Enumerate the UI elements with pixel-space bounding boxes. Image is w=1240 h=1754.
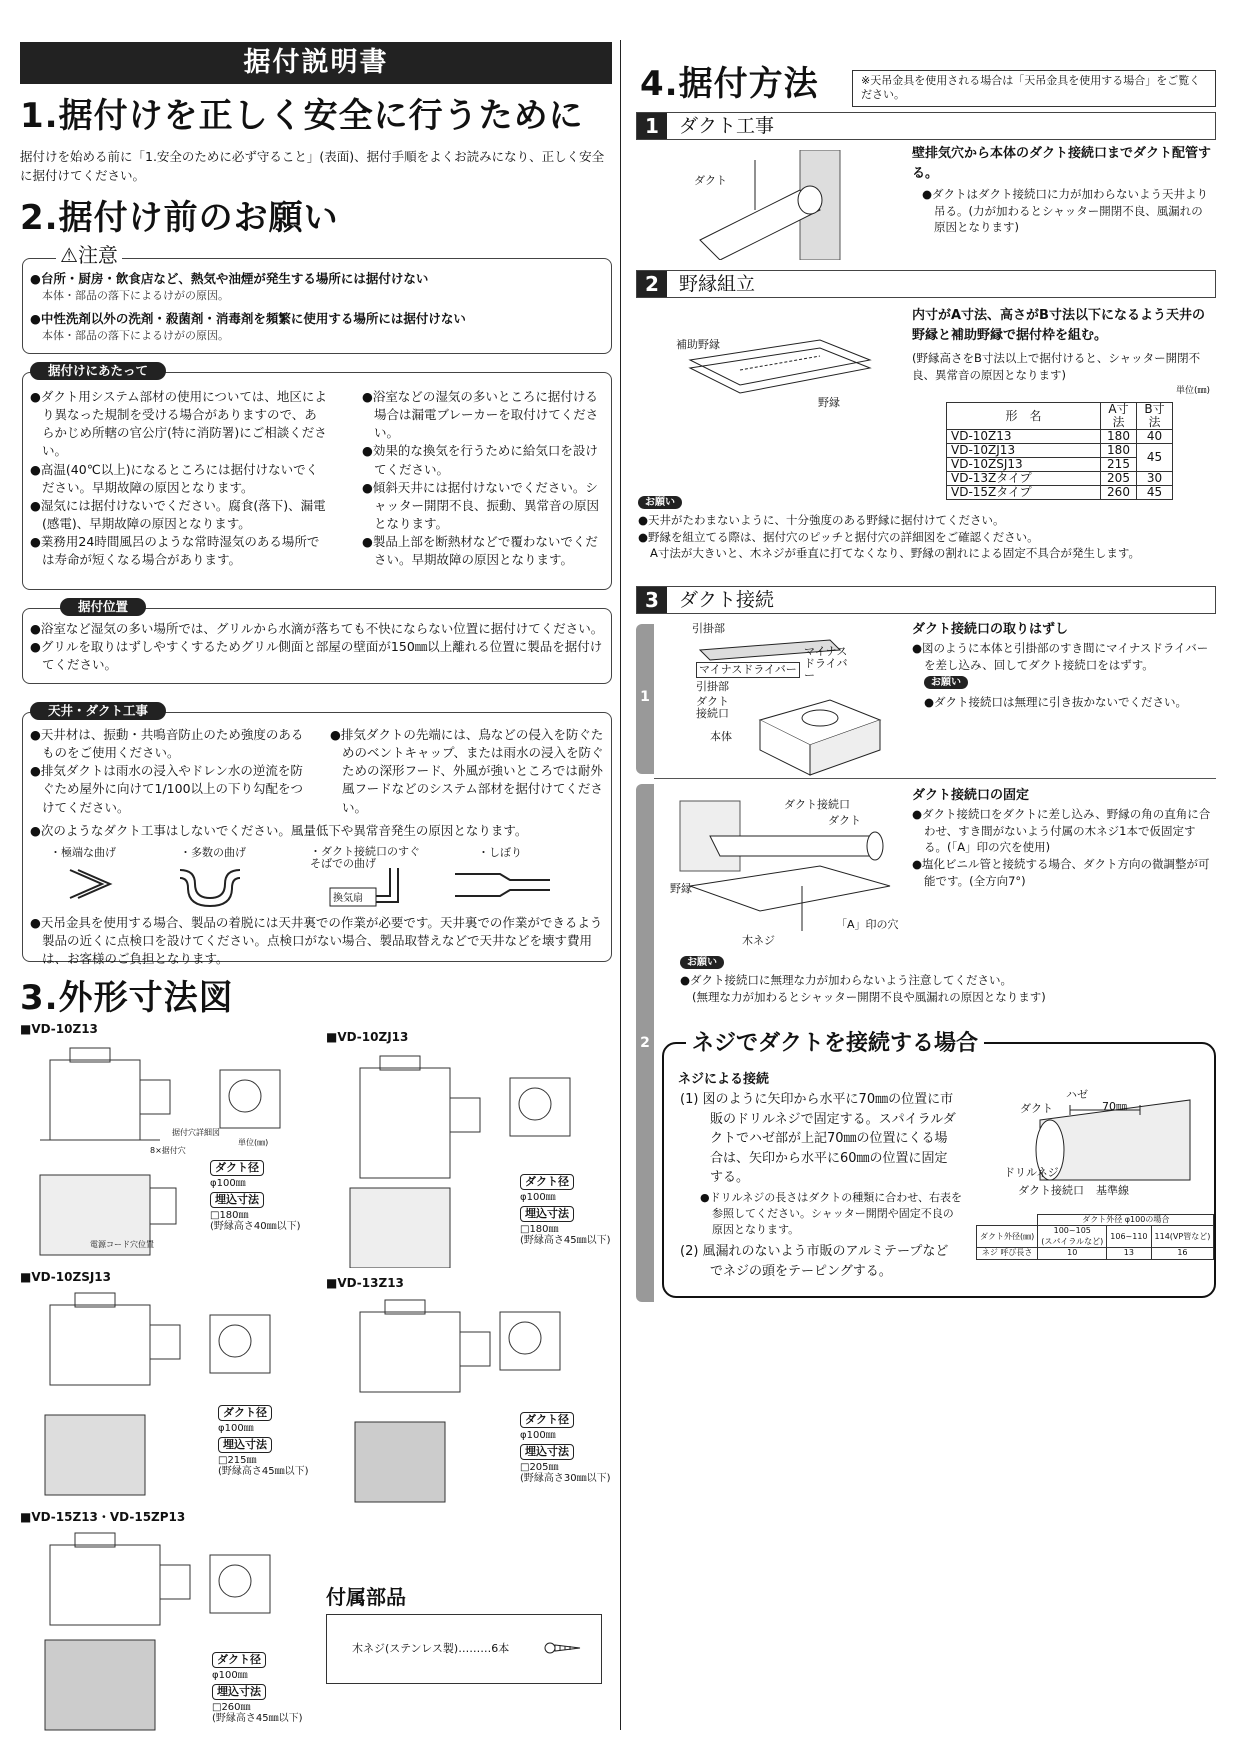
list-item: ●図のように本体と引掛部のすき間にマイナスドライバーを差し込み、回してダクト接続口をはずす。 [912, 641, 1209, 672]
caution-label: 注意 [77, 243, 118, 267]
screw-subhead: ネジによる接続 [678, 1072, 770, 1087]
table-header: B寸法 [1137, 403, 1173, 430]
fig-label: 補助野縁 [676, 338, 720, 351]
table-header-text: ダクト外径 [1082, 1215, 1123, 1224]
step1-list [912, 640, 1216, 673]
table-cell: 180 [1101, 444, 1137, 458]
screw-step1: (1) 図のように矢印から水平に70㎜の位置に市販のドリルネジで固定する。スパイラルダクトでハゼ部が上記70㎜の位置にくる場合は、矢印から水平に60㎜の位置に固定する。 [680, 1092, 956, 1185]
fig-label: 70㎜ [1102, 1100, 1127, 1113]
screw-length-table [976, 1214, 1214, 1260]
kanki-label: 換気扇 [333, 893, 363, 904]
duct-label: ダクト径 [218, 1405, 272, 1421]
list-item: ●ダクト接続口は無理に引き抜かないでください。 [924, 695, 1188, 709]
section2-heading: 2.据付け前のお願い [20, 198, 339, 238]
section-title: ダクト接続 [679, 589, 775, 611]
table-header: 形 名 [947, 403, 1101, 430]
fig-label: マイナスドライバー [696, 662, 800, 678]
duct-label: ダクト径 [212, 1652, 266, 1668]
table-cell: VD-10Z13 [947, 430, 1101, 444]
section-number: 1 [637, 113, 667, 139]
holes-label: 8×据付穴 [150, 1146, 186, 1155]
list-item: ●塩化ビニル管と接続する場合、ダクト方向の微調整が可能です。(全方向7°) [912, 857, 1210, 888]
fig-label: ドリルネジ [1004, 1166, 1059, 1179]
tenjo-last [30, 914, 610, 968]
duct-value: φ100㎜ [218, 1423, 254, 1434]
fig-label: 野縁 [670, 882, 692, 895]
list-item: ●排気ダクトの先端には、鳥などの侵入を防ぐためのベントキャップ、または雨水の浸入を防ぐための深形フード、外風が強いところでは耐外風フードなどのシステム部材を据付けてください。 [330, 727, 604, 815]
list-item-text: 効果的な換気を行うために給気口を設けてください。 [372, 443, 598, 477]
section-number: 3 [637, 587, 667, 613]
list-item-text: 製品上部を断熱材などで覆わないでください。早期故障の原因となります。 [372, 534, 598, 568]
sec1-lead: 壁排気穴から本体のダクト接続口までダクト配管する。 [912, 146, 1212, 181]
ichi-label: 据付位置 [60, 598, 146, 616]
caution-item: ●中性洗剤以外の洗剤・殺菌剤・消毒剤を頻繁に使用する場所には据付けない [30, 311, 466, 327]
list-item-text: 天吊金具を使用する場合、製品の着脱には天井裏での作業が必要です。天井裏での作業ができるよう製品の近くに点検口を設けてください。点検口がない場合、製品取替えなどで天井などを壊す費用は、お客様のご負担となります。 [40, 915, 603, 967]
sec2-sub: (野縁高さをB寸法以上で据付けると、シャッター開閉不良、異常音の原因となります) [912, 351, 1201, 383]
table-header-row [947, 403, 1173, 430]
list-item-text: 天井材は、振動・共鳴音防止のため強度のあるものをご使用ください。 [40, 727, 304, 761]
caution-item-title: 中性洗剤以外の洗剤・殺菌剤・消毒剤を頻繁に使用する場所には据付けない [40, 311, 466, 327]
list-item-text: ダクト用システム部材の使用については、地区により異なった規制を受ける場合がありますので、あらかじめ所轄の官公庁(特に消防署)にご相談ください。 [40, 389, 327, 459]
table-cell: 16 [1151, 1248, 1214, 1259]
list-item-text: ダクトはダクト接続口に力が加わらないよう天井より吊る。(力が加わるとシャッター開閉不良、風漏れの原因となります) [932, 187, 1209, 235]
list-item-text: ダクト接続口に無理な力が加わらないよう注意してください。 [690, 973, 1013, 987]
tenzuri-note: ※天吊金具を使用される場合は「天吊金具を使用する場合」をご覧ください。 [852, 70, 1216, 107]
hole-label: 埋込寸法 [210, 1192, 264, 1208]
list-item: ●傾斜天井には据付けないでください。シャッター開閉不良、振動、異常音の原因となります。 [362, 479, 600, 531]
hole-value: □180㎜ (野縁高さ40㎜以下) [210, 1210, 301, 1232]
list-item-text: 傾斜天井には据付けないでください。シャッター開閉不良、振動、異常音の原因となります。 [372, 479, 600, 531]
hole-value: □180㎜ (野縁高さ45㎜以下) [520, 1224, 611, 1246]
fig-label: マイナスドライバー [804, 645, 848, 683]
duct-fig-label: ダクト [694, 174, 727, 187]
step-tab-2: 2 [636, 784, 654, 1302]
cord-label: 電源コード穴位置 [90, 1240, 154, 1249]
table-cell: 114(VP管など) [1151, 1226, 1214, 1248]
duct-value: φ100㎜ [212, 1670, 248, 1681]
list-item: ●浴室などの湿気の多いところに据付ける場合は漏電ブレーカーを取付けてください。 [362, 389, 599, 441]
section-bar-duct-connect [636, 586, 1216, 614]
table-cell: 40 [1137, 430, 1173, 444]
hole-label: 埋込寸法 [212, 1684, 266, 1700]
sec1-list [922, 186, 1214, 236]
wood-screw-icon [544, 1640, 584, 1656]
duct-value: φ100㎜ [210, 1178, 246, 1189]
table-cell: 45 [1137, 444, 1173, 472]
table-cell: 180 [1101, 430, 1137, 444]
table-row [947, 472, 1173, 486]
duct-value: φ100㎜ [520, 1192, 556, 1203]
atatte-label: 据付けにあたって [30, 362, 166, 380]
table-row [977, 1215, 1214, 1226]
table-row [947, 486, 1173, 500]
table-cell: 45 [1137, 486, 1173, 500]
list-item-text: 図のように本体と引掛部のすき間にマイナスドライバーを差し込み、回してダクト接続口をはずす。 [922, 641, 1209, 672]
step2-title: ダクト接続口の固定 [912, 788, 1030, 803]
list-item: ●浴室など湿気の多い場所では、グリルから水滴が落ちても不快にならない位置に据付けてください。 [30, 621, 604, 636]
list-item: ●ダクト用システム部材の使用については、地区により異なった規制を受ける場合がありますので、あらかじめ所轄の官公庁(特に消防署)にご相談ください。 [30, 389, 327, 459]
table-header: A寸法 [1101, 403, 1137, 430]
fig-label: ダクト [1020, 1102, 1053, 1115]
list-item-text: 排気ダクトは雨水の浸入やドレン水の逆流を防ぐため屋外に向けて1/100以上の下り勾配をつけてください。 [40, 763, 304, 815]
hole-label: 埋込寸法 [218, 1437, 272, 1453]
list-item: ●効果的な換気を行うために給気口を設けてください。 [362, 443, 598, 477]
hole-label: 埋込寸法 [520, 1206, 574, 1222]
list-item-text: 業務用24時間風呂のような常時湿気のある場所では寿命が短くなる場合があります。 [40, 534, 320, 568]
atatte-right-list [362, 388, 606, 569]
list-item: ●天井がたわまないように、十分強度のある野縁に据付けてください。 [638, 513, 1005, 527]
bad-label: ・極端な曲げ [50, 846, 116, 859]
list-item-text: 湿気には据付けないでください。腐食(落下)、漏電(感電)、早期故障の原因となります。 [40, 497, 326, 531]
list-item-text: (無理な力が加わるとシャッター開閉不良や風漏れの原因となります) [692, 989, 1046, 1004]
page-title: 据付説明書 [20, 42, 612, 84]
hole-label: 埋込寸法 [520, 1444, 574, 1460]
tenjo-right-list [330, 726, 608, 817]
list-item-text: ダクト接続口は無理に引き抜かないでください。 [934, 695, 1188, 709]
list-item-text: 浴室など湿気の多い場所では、グリルから水滴が落ちても不快にならない位置に据付けてください。 [40, 621, 604, 636]
screw-note [700, 1190, 962, 1238]
table-cell: 13 [1107, 1248, 1151, 1259]
list-item: ●業務用24時間風呂のような常時湿気のある場所では寿命が短くなる場合があります。 [30, 534, 320, 568]
hole-value: □205㎜ (野縁高さ30㎜以下) [520, 1462, 611, 1484]
hole-value: □260㎜ (野縁高さ45㎜以下) [212, 1702, 303, 1724]
list-item-text: グリルを取りはずしやすくするためグリル側面と部屋の壁面が150㎜以上離れる位置に製品を据付けてください。 [40, 639, 603, 673]
tenjo-label: 天井・ダクト工事 [30, 702, 166, 720]
step2-list [912, 806, 1216, 889]
list-item: ●ドリルネジの長さはダクトの種類に合わせ、右表を参照してください。シャッター開閉や固定不良の原因となります。 [700, 1191, 962, 1236]
section-bar-noubuchi [636, 270, 1216, 298]
section3-heading: 3.外形寸法図 [20, 978, 234, 1018]
section-title: 野縁組立 [679, 273, 756, 295]
list-item: ●製品上部を断熱材などで覆わないでください。早期故障の原因となります。 [362, 534, 598, 568]
accessories-heading: 付属部品 [326, 1585, 406, 1609]
duct-hanging-figure [680, 150, 860, 260]
list-item: ●グリルを取りはずしやすくするためグリル側面と部屋の壁面が150㎜以上離れる位置に製品を据付けてください。 [30, 639, 603, 673]
table-header-text: φ100の場合 [1124, 1215, 1170, 1224]
model-label: ■VD-10ZJ13 [326, 1030, 409, 1044]
table-row [947, 430, 1173, 444]
model-label: ■VD-10Z13 [20, 1022, 98, 1036]
fig-label: 引掛部 [696, 680, 729, 693]
model-label: ■VD-13Z13 [326, 1276, 404, 1290]
screw-connection-heading: ネジでダクトを接続する場合 [686, 1030, 984, 1059]
detail-label: 据付穴詳細図 [172, 1128, 220, 1137]
bad-label: ・多数の曲げ [180, 846, 246, 859]
list-item: ●野縁を組立てる際は、据付穴のピッチと据付穴の詳細図をご確認ください。 [638, 529, 1039, 544]
onegai-badge: お願い [924, 676, 968, 689]
list-item-text: 塩化ビニル管と接続する場合、ダクト方向の微調整が可能です。(全方向7°) [922, 857, 1210, 888]
list-item: ●ダクト接続口に無理な力が加わらないよう注意してください。 [680, 973, 1013, 987]
table-cell: VD-13Zタイプ [947, 472, 1101, 486]
unit-label: 単位(㎜) [1176, 386, 1211, 396]
table-cell: ダクト外径(㎜) [977, 1226, 1038, 1248]
table-row [947, 444, 1173, 458]
table-cell: ネジ 呼び長さ [977, 1248, 1038, 1259]
dimension-table [946, 402, 1173, 500]
list-item-text: ダクト接続口をダクトに差し込み、野縁の角の直角に合わせ、すき間がないよう付属の木ネジ1本で仮固定する。(「A」印の穴を使用) [922, 807, 1211, 855]
bad-duct-figures [60, 860, 600, 910]
caution-item-note: 本体・部品の落下によるけがの原因。 [42, 289, 229, 303]
caution-list [30, 270, 606, 344]
duct-label: ダクト径 [210, 1160, 264, 1176]
section1-heading: 1.据付けを正しく安全に行うために [20, 96, 584, 136]
table-cell: 260 [1101, 486, 1137, 500]
fig-label: ダクト [828, 814, 861, 827]
list-item-text: 浴室などの湿気の多いところに据付ける場合は漏電ブレーカーを取付けてください。 [372, 389, 599, 441]
step-tab-1: 1 [636, 624, 654, 774]
list-item: ●ダクト接続口をダクトに差し込み、野縁の角の直角に合わせ、すき間がないよう付属の木ネジ1本で仮固定する。(「A」印の穴を使用) [912, 807, 1211, 855]
section-number: 2 [637, 271, 667, 297]
tenjo-left-list [30, 726, 310, 817]
section1-text: 据付けを始める前に「1.安全のために必ず守ること」(表面)、据付手順をよくお読みになり、正しく安全に据付けてください。 [20, 149, 605, 183]
list-item-text: 高温(40℃以上)になるところには据付けないでください。早期故障の原因となります。 [40, 461, 319, 495]
table-cell: 100~105 (スパイラルなど) [1038, 1226, 1107, 1248]
fig-label: ダクト接続口 [1018, 1184, 1084, 1197]
list-item: ●次のようなダクト工事はしないでください。風量低下や異常音発生の原因となります。 [30, 823, 528, 838]
step1-warn [924, 694, 1216, 711]
screw-step2: (2) 風漏れのないよう市販のアルミテープなどでネジの頭をテーピングする。 [680, 1244, 949, 1279]
table-header [1038, 1215, 1214, 1226]
list-item: ●高温(40℃以上)になるところには据付けないでください。早期故障の原因となります。 [30, 461, 319, 495]
caution-item-note: 本体・部品の落下によるけがの原因。 [42, 329, 229, 343]
fig-label: 引掛部 [692, 622, 725, 635]
duct-label: ダクト径 [520, 1412, 574, 1428]
list-item: ●天井材は、振動・共鳴音防止のため強度のあるものをご使用ください。 [30, 727, 304, 761]
warning-icon: ⚠ [60, 243, 78, 267]
list-item: ●排気ダクトは雨水の浸入やドレン水の逆流を防ぐため屋外に向けて1/100以上の下り勾配をつけてください。 [30, 763, 304, 815]
table-cell: VD-15Zタイプ [947, 486, 1101, 500]
section-title: ダクト工事 [679, 115, 775, 137]
section4-heading: 4.据付方法 [640, 64, 819, 104]
list-item-text: 野縁を組立てる際は、据付穴のピッチと据付穴の詳細図をご確認ください。 [648, 529, 1039, 544]
list-item-text: 天井がたわまないように、十分強度のある野縁に据付けてください。 [648, 513, 1005, 527]
list-item-text: A寸法が大きいと、木ネジが垂直に打てなくなり、野縁の割れによる固定不具合が発生します。 [650, 546, 1140, 561]
bad-label: ・ダクト接続口のすぐそばでの曲げ [310, 845, 420, 871]
list-item-text: 次のようなダクト工事はしないでください。風量低下や異常音発生の原因となります。 [40, 823, 528, 838]
table-cell: 30 [1137, 472, 1173, 486]
fig-label: 基準線 [1096, 1184, 1129, 1197]
caution-item-title: 台所・厨房・飲食店など、熱気や油煙が発生する場所には据付けない [40, 271, 429, 286]
duct-label: ダクト径 [520, 1174, 574, 1190]
fig-label: 「A」印の穴 [836, 918, 899, 931]
tenjo-wide [30, 822, 610, 840]
list-item: ●ダクトはダクト接続口に力が加わらないよう天井より吊る。(力が加わるとシャッター開閉不良、風漏れの原因となります) [922, 187, 1209, 235]
bad-label: ・しぼり [478, 846, 522, 859]
onegai-badge: お願い [680, 956, 724, 969]
fig-label: ダクト接続口 [784, 798, 850, 811]
ichi-list [30, 620, 606, 674]
table-cell: 215 [1101, 458, 1137, 472]
section-bar-duct-work [636, 112, 1216, 140]
step1-title: ダクト接続口の取りはずし [912, 622, 1069, 637]
list-item: ●天吊金具を使用する場合、製品の着脱には天井裏での作業が必要です。天井裏での作業ができるよう製品の近くに点検口を設けてください。点検口がない場合、製品取替えなどで天井などを壊す費用は、お客様のご負担となります。 [30, 915, 603, 967]
model-label: ■VD-15Z13・VD-15ZP13 [20, 1510, 186, 1524]
list-item-text: ドリルネジの長さはダクトの種類に合わせ、右表を参照してください。シャッター開閉や固定不良の原因となります。 [709, 1191, 962, 1236]
table-cell: VD-10ZJ13 [947, 444, 1101, 458]
onegai-badge: お願い [638, 496, 682, 509]
table-row [977, 1248, 1214, 1259]
model-label: ■VD-10ZSJ13 [20, 1270, 111, 1284]
table-cell [977, 1215, 1038, 1226]
table-cell: 205 [1101, 472, 1137, 486]
fig-label: ダクト接続口 [696, 695, 729, 721]
fig-label: 本体 [710, 730, 732, 743]
column-divider [620, 40, 621, 1730]
fig-label: 野縁 [818, 396, 840, 409]
accessory-item: 木ネジ(ステンレス製)………6本 [352, 1642, 510, 1655]
caution-item: ●台所・厨房・飲食店など、熱気や油煙が発生する場所には据付けない [30, 271, 429, 286]
fig-label: ハゼ [1066, 1088, 1088, 1101]
sec2-lead: 内寸がA寸法、高さがB寸法以下になるよう天井の野縁と補助野縁で据付枠を組む。 [912, 308, 1205, 343]
table-row [977, 1226, 1214, 1248]
unit-label: 単位(㎜) [238, 1138, 269, 1147]
duct-value: φ100㎜ [520, 1430, 556, 1441]
table-cell: VD-10ZSJ13 [947, 458, 1101, 472]
sec3-notes [680, 972, 1216, 1005]
atatte-left-list [30, 388, 328, 569]
table-cell: 106~110 [1107, 1226, 1151, 1248]
sec2-notes [638, 512, 1216, 562]
list-item: ●湿気には据付けないでください。腐食(落下)、漏電(感電)、早期故障の原因となります。 [30, 497, 326, 531]
fig-label: 木ネジ [742, 934, 775, 947]
hole-value: □215㎜ (野縁高さ45㎜以下) [218, 1455, 309, 1477]
caution-header [56, 242, 122, 268]
table-cell: 10 [1038, 1248, 1107, 1259]
list-item-text: 排気ダクトの先端には、鳥などの侵入を防ぐためのベントキャップ、または雨水の浸入を防ぐための深形フード、外風が強いところでは耐外風フードなどのシステム部材を据付けてください。 [340, 727, 604, 815]
